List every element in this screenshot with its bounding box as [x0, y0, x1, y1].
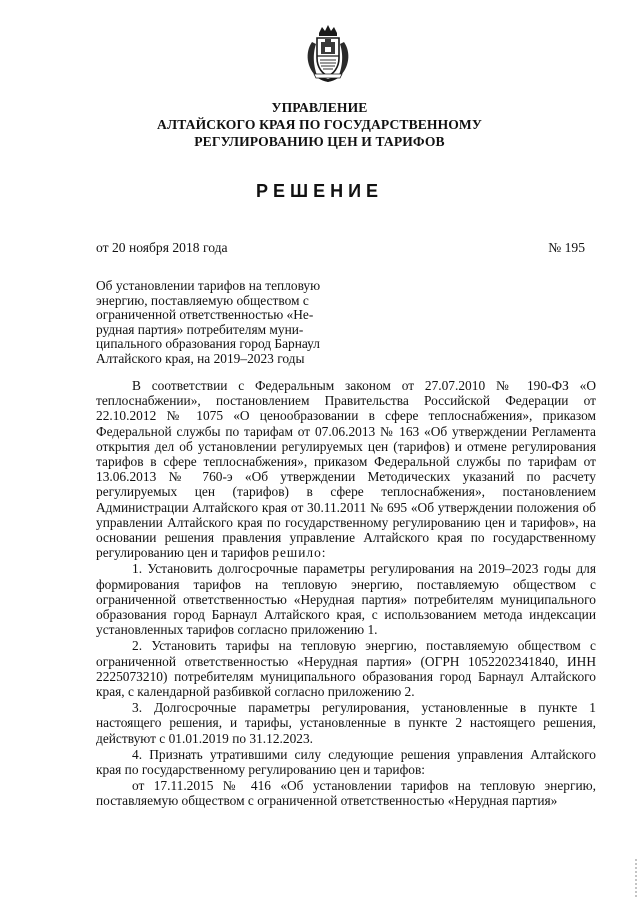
document-subject: [96, 279, 346, 367]
document-body: [96, 378, 596, 809]
resolved-word: решило:: [272, 545, 327, 561]
item-paragraph: 4. Признать утратившими силу следующие решения управления Алтайского края по государственному регулированию цен и тарифов:: [96, 746, 596, 778]
subject-line: энергию, поставляемую обществом с: [96, 292, 309, 308]
coat-of-arms-icon: [302, 24, 354, 84]
preamble-text: В соответствии с Федеральным законом от 27.07.2010 № 190-ФЗ «О теплоснабжении», постановлением Правительства Российской Федерации от 22.10.2012 № 1075 «О ценообразовании в сфере теплоснабжения», приказом Федеральной службы по тарифам от 07.06.2013 № 163 «Об утверждении Регламента открытия дел об установлении регулируемых цен (тарифов) и отмене регулирования тарифов в сфере теплоснабжения», приказом Федеральной службы по тарифам от 13.06.2013 № 760-э «Об утверждении Методических указаний по расчету регулируемых цен (тарифов) в сфере теплоснабжения», постановлением Администрации Алтайского края от 30.11.2011 № 695 «Об утверждении положения об управлении Алтайского края по государственному регулированию цен и тарифов», на основании решения правления управление Алтайского края по государственному регулированию цен и тарифов: [96, 378, 596, 561]
item-paragraph: 2. Установить тарифы на тепловую энергию, поставляемую обществом с ограниченной ответственностью «Нерудная партия» (ОГРН 1052202341840, ИНН 2225073210) потребителям муниципального образования город Барнаул Алтайского края, с календарной разбивкой согласно приложению 2.: [96, 638, 596, 700]
subject-line: Об установлении тарифов на тепловую: [96, 278, 321, 293]
agency-line: АЛТАЙСКОГО КРАЯ ПО ГОСУДАРСТВЕННОМУ: [157, 117, 482, 132]
agency-line: УПРАВЛЕНИЕ: [271, 100, 368, 115]
subject-line: ограниченной ответственностью «Не-: [96, 307, 314, 323]
agency-line: РЕГУЛИРОВАНИЮ ЦЕН И ТАРИФОВ: [194, 134, 445, 149]
subject-line: рудная партия» потребителям муни-: [96, 321, 304, 337]
scan-edge-mark: [633, 859, 639, 899]
subject-line: Алтайского края, на 2019–2023 годы: [96, 350, 305, 366]
item-paragraph: 1. Установить долгосрочные параметры регулирования на 2019–2023 годы для формирования тарифов на тепловую энергию, поставляемую обществом с ограниченной ответственностью «Нерудная партия» потребителям муниципального образования город Барнаул Алтайского края, с использованием метода индексации установленных тарифов согласно приложению 1.: [96, 561, 596, 638]
item-paragraph: 3. Долгосрочные параметры регулирования, установленные в пункте 1 настоящего решения, и тарифы, установленные в пункте 2 настоящего решения, действуют с 01.01.2019 по 31.12.2023.: [96, 700, 596, 746]
subject-line: ципального образования город Барнаул: [96, 336, 320, 352]
preamble-paragraph: [96, 378, 596, 560]
document-number: № 195: [548, 240, 585, 255]
document-title: РЕШЕНИЕ: [255, 181, 384, 201]
item-paragraph: от 17.11.2015 № 416 «Об установлении тарифов на тепловую энергию, поставляемую обществом с ограниченной ответственностью «Нерудная партия»: [96, 778, 596, 809]
document-date: от 20 ноября 2018 года: [96, 240, 228, 255]
agency-name: [0, 99, 639, 150]
